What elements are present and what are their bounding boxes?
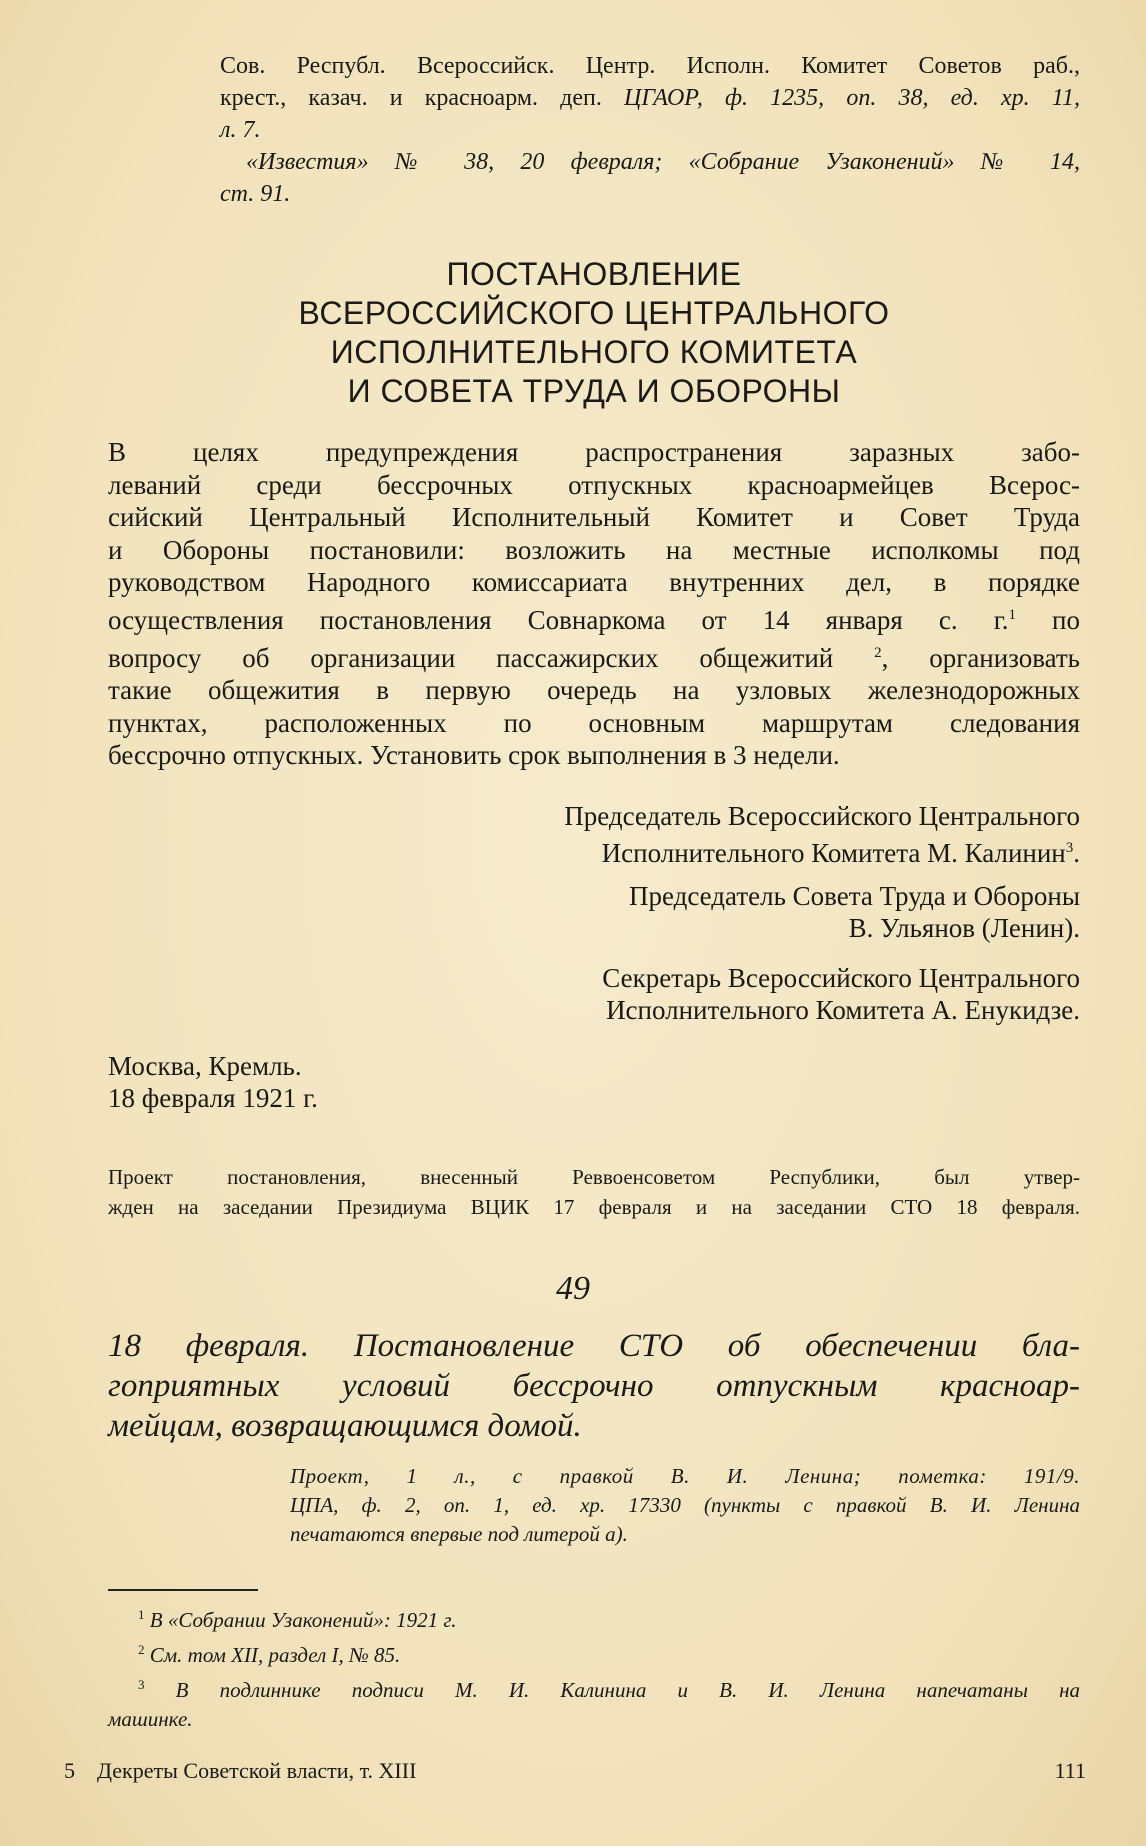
body-line: сийский Центральный Исполнительный Комитет и Совет Труда — [108, 502, 1080, 533]
footnote-number: 1 — [138, 1607, 145, 1622]
body-text: вопросу об организации пассажирских общежитий — [108, 642, 834, 673]
book-title: Декреты Советской власти, т. XIII — [97, 1758, 417, 1783]
source-line: л. 7. — [220, 117, 261, 143]
body-text: по — [1052, 604, 1080, 635]
archive-note — [290, 1462, 1080, 1549]
footnote-ref[interactable]: 1 — [1008, 606, 1016, 623]
publication-ref: «Известия» № 38, 20 февраля; «Собрание Узаконений» № 14, — [246, 149, 1080, 175]
body-line: и Обороны постановили: возложить на местные исполкомы под — [108, 534, 1080, 565]
archive-line: печатаются впервые под литерой а). — [290, 1522, 628, 1546]
signature-name: Исполнительного Комитета А. Енукидзе. — [606, 995, 1080, 1025]
heading-line: мейцам, возвращающимся домой. — [108, 1408, 582, 1444]
signature-title: Секретарь Всероссийского Центрального — [602, 963, 1080, 993]
title-line: ВСЕРОССИЙСКОГО ЦЕНТРАЛЬНОГО — [298, 295, 890, 331]
publication-ref: ст. 91. — [220, 181, 291, 207]
signature-kalinin: Председатель Всероссийского Центрального Исполнительного Комитета М. Калинин$^3$. — [564, 801, 1080, 868]
archive-line: Проект, 1 л., с правкой В. И. Ленина; пометка: 191/9. — [290, 1464, 1080, 1488]
footnote-3 — [108, 1670, 1080, 1705]
body-line — [108, 599, 1080, 637]
signature-enukidze — [602, 962, 1080, 1026]
footnote-number: 2 — [138, 1642, 145, 1657]
place-date — [108, 1050, 318, 1114]
body-line: бессрочно отпускных. Установить срок выполнения в 3 недели. — [108, 740, 840, 771]
source-text: крест., казач. и красноарм. деп. — [220, 85, 602, 111]
editorial-note — [108, 1162, 1080, 1222]
signature-name: В. Ульянов (Ленин). — [848, 913, 1080, 943]
signature-title: Председатель Совета Труда и Обороны — [629, 881, 1080, 911]
title-line: ИСПОЛНИТЕЛЬНОГО КОМИТЕТА — [330, 334, 858, 370]
signature-title: Председатель Всероссийского Центрального — [564, 801, 1080, 831]
body-text: , организовать — [881, 642, 1080, 673]
footer-left — [64, 1758, 416, 1784]
archive-line: ЦПА, ф. 2, оп. 1, ед. хр. 17330 (пункты с правкой В. И. Ленина — [290, 1493, 1080, 1517]
document-heading — [108, 1326, 1080, 1446]
document-number: 49 — [556, 1270, 590, 1307]
body-line: В целях предупреждения распространения заразных забо- — [108, 437, 1080, 467]
body-line: такие общежития в первую очередь на узловых железнодорожных — [108, 675, 1080, 706]
footnote-text: В «Собрании Узаконений»: 1921 г. — [149, 1608, 457, 1632]
signature-name: Исполнительного Комитета М. Калинин — [601, 838, 1066, 868]
note-line: жден на заседании Президиума ВЦИК 17 февраля и на заседании СТО 18 февраля. — [108, 1195, 1080, 1219]
footnotes — [108, 1600, 1080, 1734]
heading-line: гоприятных условий бессрочно отпускным красноар- — [108, 1368, 1080, 1404]
footnote-text: См. том XII, раздел I, № 85. — [149, 1643, 401, 1667]
footnote-2 — [108, 1635, 1080, 1670]
archive-ref: ЦГАОР, ф. 1235, оп. 38, ед. хр. 11, — [624, 85, 1080, 111]
source-line — [220, 82, 1080, 114]
signature-mark: 5 — [64, 1758, 75, 1783]
footnote-1 — [108, 1600, 1080, 1635]
title-line: ПОСТАНОВЛЕНИЕ — [446, 256, 742, 292]
title-line: И СОВЕТА ТРУДА И ОБОРОНЫ — [347, 373, 841, 409]
body-line: пунктах, расположенных по основным маршрутам следования — [108, 707, 1080, 738]
date: 18 февраля 1921 г. — [108, 1083, 318, 1113]
body-line: леваний среди бессрочных отпускных красноармейцев Всерос- — [108, 469, 1080, 500]
source-line: Сов. Республ. Всероссийск. Центр. Исполн. Комитет Советов раб., — [220, 53, 1080, 79]
footnote-text: машинке. — [108, 1707, 193, 1731]
place: Москва, Кремль. — [108, 1051, 302, 1081]
footnote-ref[interactable]: 2 — [874, 644, 882, 661]
document-title — [108, 255, 1080, 411]
page-number: 111 — [1054, 1758, 1086, 1783]
source-note — [220, 50, 1080, 210]
body-text: осуществления постановления Совнаркома от 14 января с. г. — [108, 604, 1009, 635]
heading-line: 18 февраля. Постановление СТО об обеспечении бла- — [108, 1328, 1080, 1364]
footnote-number: 3 — [138, 1677, 145, 1692]
body-paragraph — [108, 436, 1080, 772]
footnote-text: В подлиннике подписи М. И. Калинина и В. И. Ленина напечатаны на — [175, 1678, 1080, 1702]
footnote-ref[interactable]: 3 — [1065, 840, 1074, 856]
body-line — [108, 637, 1080, 675]
note-line: Проект постановления, внесенный Реввоенсоветом Республики, был утвер- — [108, 1165, 1080, 1189]
body-line: руководством Народного комиссариата внутренних дел, в порядке — [108, 567, 1080, 598]
footnote-divider — [108, 1589, 258, 1591]
signature-lenin — [629, 880, 1080, 944]
